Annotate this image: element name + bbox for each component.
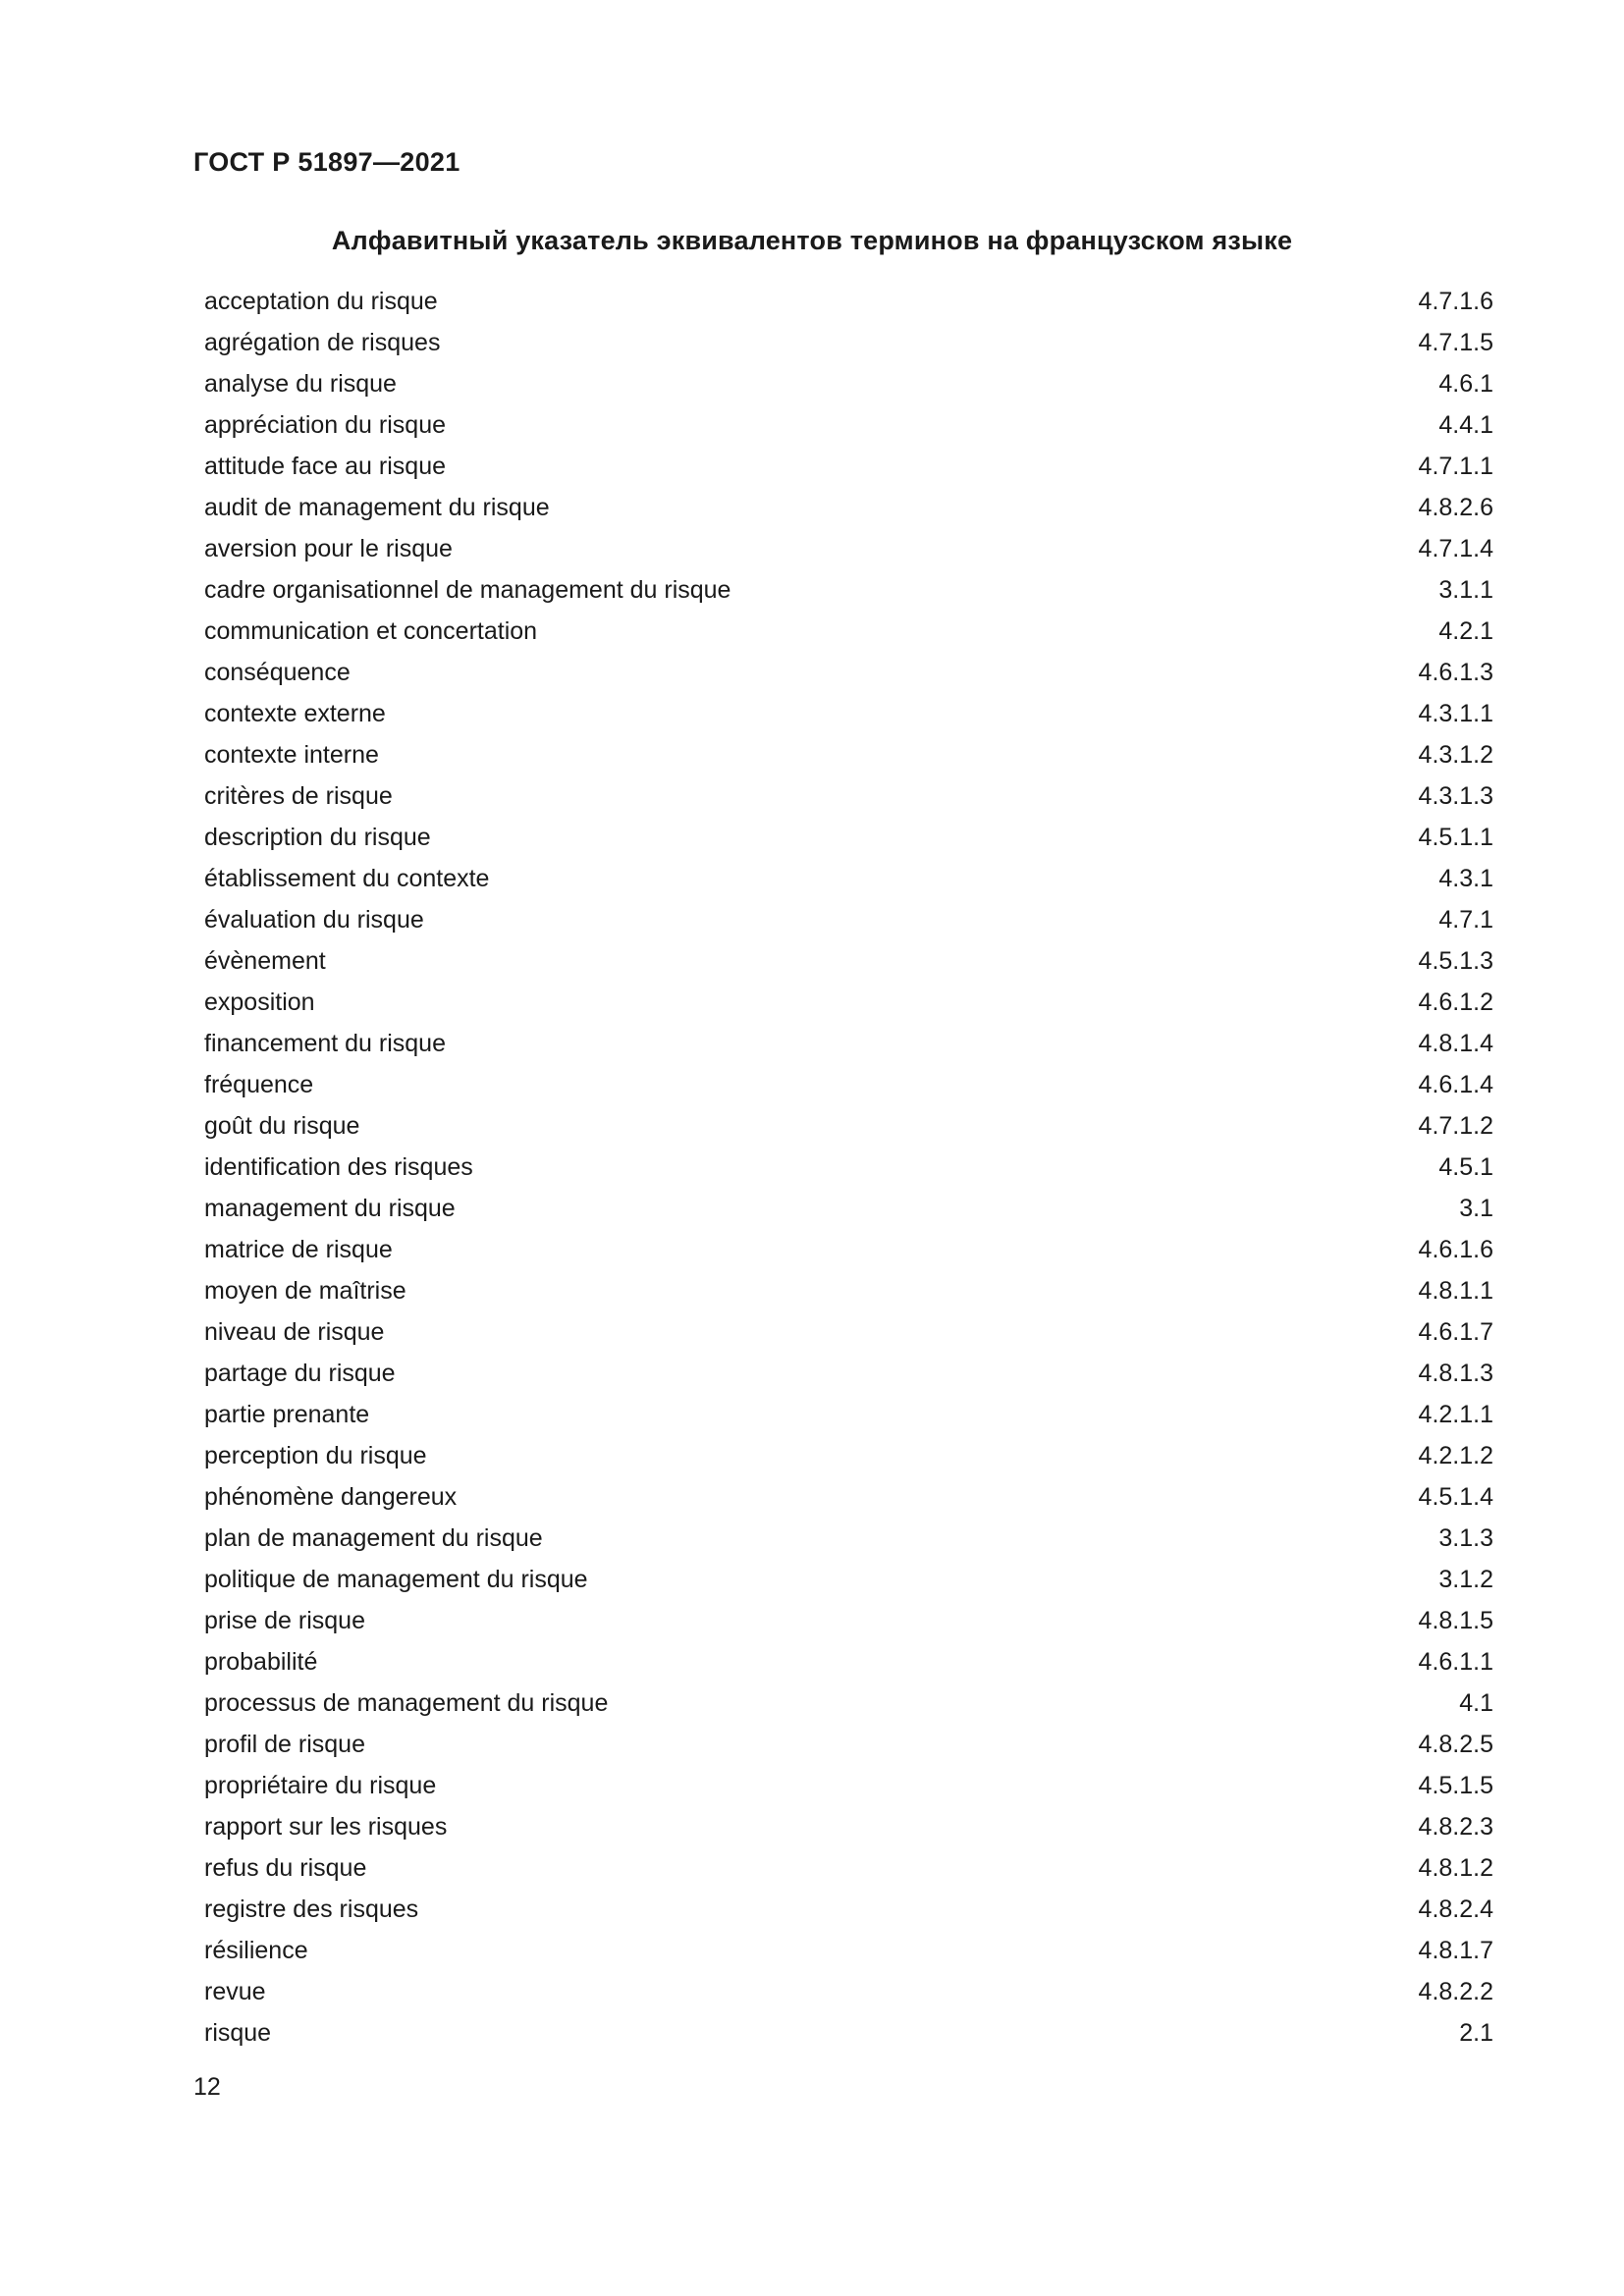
index-reference: 4.8.2.2 (1418, 1977, 1493, 2005)
index-row (204, 1147, 1493, 1188)
index-reference: 4.4.1 (1438, 410, 1493, 439)
index-row (204, 1023, 1493, 1064)
index-reference: 4.5.1 (1438, 1152, 1493, 1181)
index-reference: 4.5.1.4 (1418, 1482, 1493, 1511)
index-term: acceptation du risque (204, 287, 438, 315)
index-reference: 4.8.2.3 (1418, 1812, 1493, 1841)
index-row (204, 1105, 1493, 1147)
index-term: identification des risques (204, 1152, 473, 1181)
index-row (204, 1229, 1493, 1270)
index-row (204, 1600, 1493, 1641)
index-term: fréquence (204, 1070, 314, 1098)
index-term: politique de management du risque (204, 1565, 588, 1593)
index-reference: 4.3.1 (1438, 864, 1493, 892)
index-term: probabilité (204, 1647, 318, 1676)
index-term: partie prenante (204, 1400, 370, 1428)
index-reference: 4.3.1.2 (1418, 740, 1493, 769)
index-row (204, 363, 1493, 404)
index-row (204, 1394, 1493, 1435)
index-reference: 4.7.1.6 (1418, 287, 1493, 315)
index-row (204, 1806, 1493, 1847)
index-reference: 4.7.1.5 (1418, 328, 1493, 356)
index-term: établissement du contexte (204, 864, 490, 892)
index-term: exposition (204, 988, 315, 1016)
index-reference: 4.8.1.1 (1418, 1276, 1493, 1305)
index-reference: 4.5.1.3 (1418, 946, 1493, 975)
index-row (204, 1971, 1493, 2012)
index-term: management du risque (204, 1194, 456, 1222)
document-header: ГОСТ Р 51897—2021 (193, 147, 460, 177)
index-term: perception du risque (204, 1441, 427, 1469)
index-term: appréciation du risque (204, 410, 446, 439)
index-row (204, 446, 1493, 487)
index-reference: 4.2.1.2 (1418, 1441, 1493, 1469)
index-row (204, 1559, 1493, 1600)
index-row (204, 1724, 1493, 1765)
index-reference: 4.8.1.5 (1418, 1606, 1493, 1634)
index-reference: 4.6.1.6 (1418, 1235, 1493, 1263)
index-term: matrice de risque (204, 1235, 393, 1263)
index-row (204, 1435, 1493, 1476)
index-term: niveau de risque (204, 1317, 385, 1346)
index-term: évènement (204, 946, 326, 975)
index-row (204, 734, 1493, 775)
index-reference: 2.1 (1459, 2018, 1493, 2047)
index-row (204, 528, 1493, 569)
index-row (204, 1847, 1493, 1889)
index-row (204, 982, 1493, 1023)
index-row (204, 569, 1493, 611)
index-term: phénomène dangereux (204, 1482, 458, 1511)
index-reference: 4.2.1 (1438, 616, 1493, 645)
index-row (204, 281, 1493, 322)
index-term: processus de management du risque (204, 1688, 609, 1717)
index-title: Алфавитный указатель эквивалентов терминов на французском языке (331, 226, 1293, 255)
index-term: critères de risque (204, 781, 393, 810)
index-reference: 4.7.1 (1438, 905, 1493, 934)
index-row (204, 1311, 1493, 1353)
index-reference: 4.7.1.4 (1418, 534, 1493, 562)
index-term: refus du risque (204, 1853, 367, 1882)
index-reference: 3.1.1 (1438, 575, 1493, 604)
index-reference: 4.8.1.2 (1418, 1853, 1493, 1882)
index-reference: 4.2.1.1 (1418, 1400, 1493, 1428)
index-reference: 4.6.1.7 (1418, 1317, 1493, 1346)
index-row (204, 611, 1493, 652)
index-row (204, 1641, 1493, 1682)
index-reference: 4.6.1.2 (1418, 988, 1493, 1016)
index-term: prise de risque (204, 1606, 365, 1634)
index-term: goût du risque (204, 1111, 360, 1140)
index-row (204, 940, 1493, 982)
index-reference: 4.1 (1459, 1688, 1493, 1717)
index-reference: 3.1.2 (1438, 1565, 1493, 1593)
index-term: description du risque (204, 823, 431, 851)
index-term: financement du risque (204, 1029, 446, 1057)
index-term: agrégation de risques (204, 328, 441, 356)
index-row (204, 1518, 1493, 1559)
index-term: résilience (204, 1936, 308, 1964)
index-reference: 4.6.1.1 (1418, 1647, 1493, 1676)
page-number: 12 (193, 2073, 221, 2101)
index-reference: 4.5.1.1 (1418, 823, 1493, 851)
index-row (204, 652, 1493, 693)
index-reference: 4.8.2.6 (1418, 493, 1493, 521)
index-row (204, 899, 1493, 940)
index-term: conséquence (204, 658, 351, 686)
index-term: aversion pour le risque (204, 534, 453, 562)
index-row (204, 1930, 1493, 1971)
index-row (204, 1270, 1493, 1311)
index-row (204, 775, 1493, 817)
index-row (204, 858, 1493, 899)
index-term: plan de management du risque (204, 1523, 543, 1552)
index-term: attitude face au risque (204, 452, 446, 480)
index-row (204, 1353, 1493, 1394)
index-row (204, 1064, 1493, 1105)
index-reference: 4.6.1.4 (1418, 1070, 1493, 1098)
index-reference: 4.3.1.3 (1418, 781, 1493, 810)
index-reference: 4.8.2.5 (1418, 1730, 1493, 1758)
index-reference: 4.6.1 (1438, 369, 1493, 398)
index-term: audit de management du risque (204, 493, 550, 521)
index-term: analyse du risque (204, 369, 397, 398)
index-reference: 4.3.1.1 (1418, 699, 1493, 727)
index-reference: 4.7.1.2 (1418, 1111, 1493, 1140)
index-row (204, 1188, 1493, 1229)
index-reference: 3.1.3 (1438, 1523, 1493, 1552)
index-row (204, 1889, 1493, 1930)
index-term: propriétaire du risque (204, 1771, 437, 1799)
index-term: partage du risque (204, 1359, 396, 1387)
index-reference: 4.5.1.5 (1418, 1771, 1493, 1799)
index-row (204, 322, 1493, 363)
index-reference: 4.8.1.4 (1418, 1029, 1493, 1057)
index-reference: 4.8.1.7 (1418, 1936, 1493, 1964)
index-term: évaluation du risque (204, 905, 424, 934)
index-list (204, 281, 1493, 2054)
index-row (204, 2012, 1493, 2054)
index-term: rapport sur les risques (204, 1812, 448, 1841)
index-term: risque (204, 2018, 272, 2047)
index-row (204, 1476, 1493, 1518)
index-term: contexte interne (204, 740, 379, 769)
index-reference: 4.6.1.3 (1418, 658, 1493, 686)
index-term: registre des risques (204, 1895, 419, 1923)
index-row (204, 817, 1493, 858)
index-term: cadre organisationnel de management du risque (204, 575, 731, 604)
index-reference: 4.8.1.3 (1418, 1359, 1493, 1387)
index-row (204, 1682, 1493, 1724)
index-term: moyen de maîtrise (204, 1276, 406, 1305)
index-reference: 3.1 (1459, 1194, 1493, 1222)
index-term: profil de risque (204, 1730, 365, 1758)
index-row (204, 404, 1493, 446)
index-row (204, 487, 1493, 528)
index-reference: 4.8.2.4 (1418, 1895, 1493, 1923)
index-term: communication et concertation (204, 616, 538, 645)
index-row (204, 1765, 1493, 1806)
index-term: revue (204, 1977, 266, 2005)
index-row (204, 693, 1493, 734)
index-term: contexte externe (204, 699, 386, 727)
index-reference: 4.7.1.1 (1418, 452, 1493, 480)
